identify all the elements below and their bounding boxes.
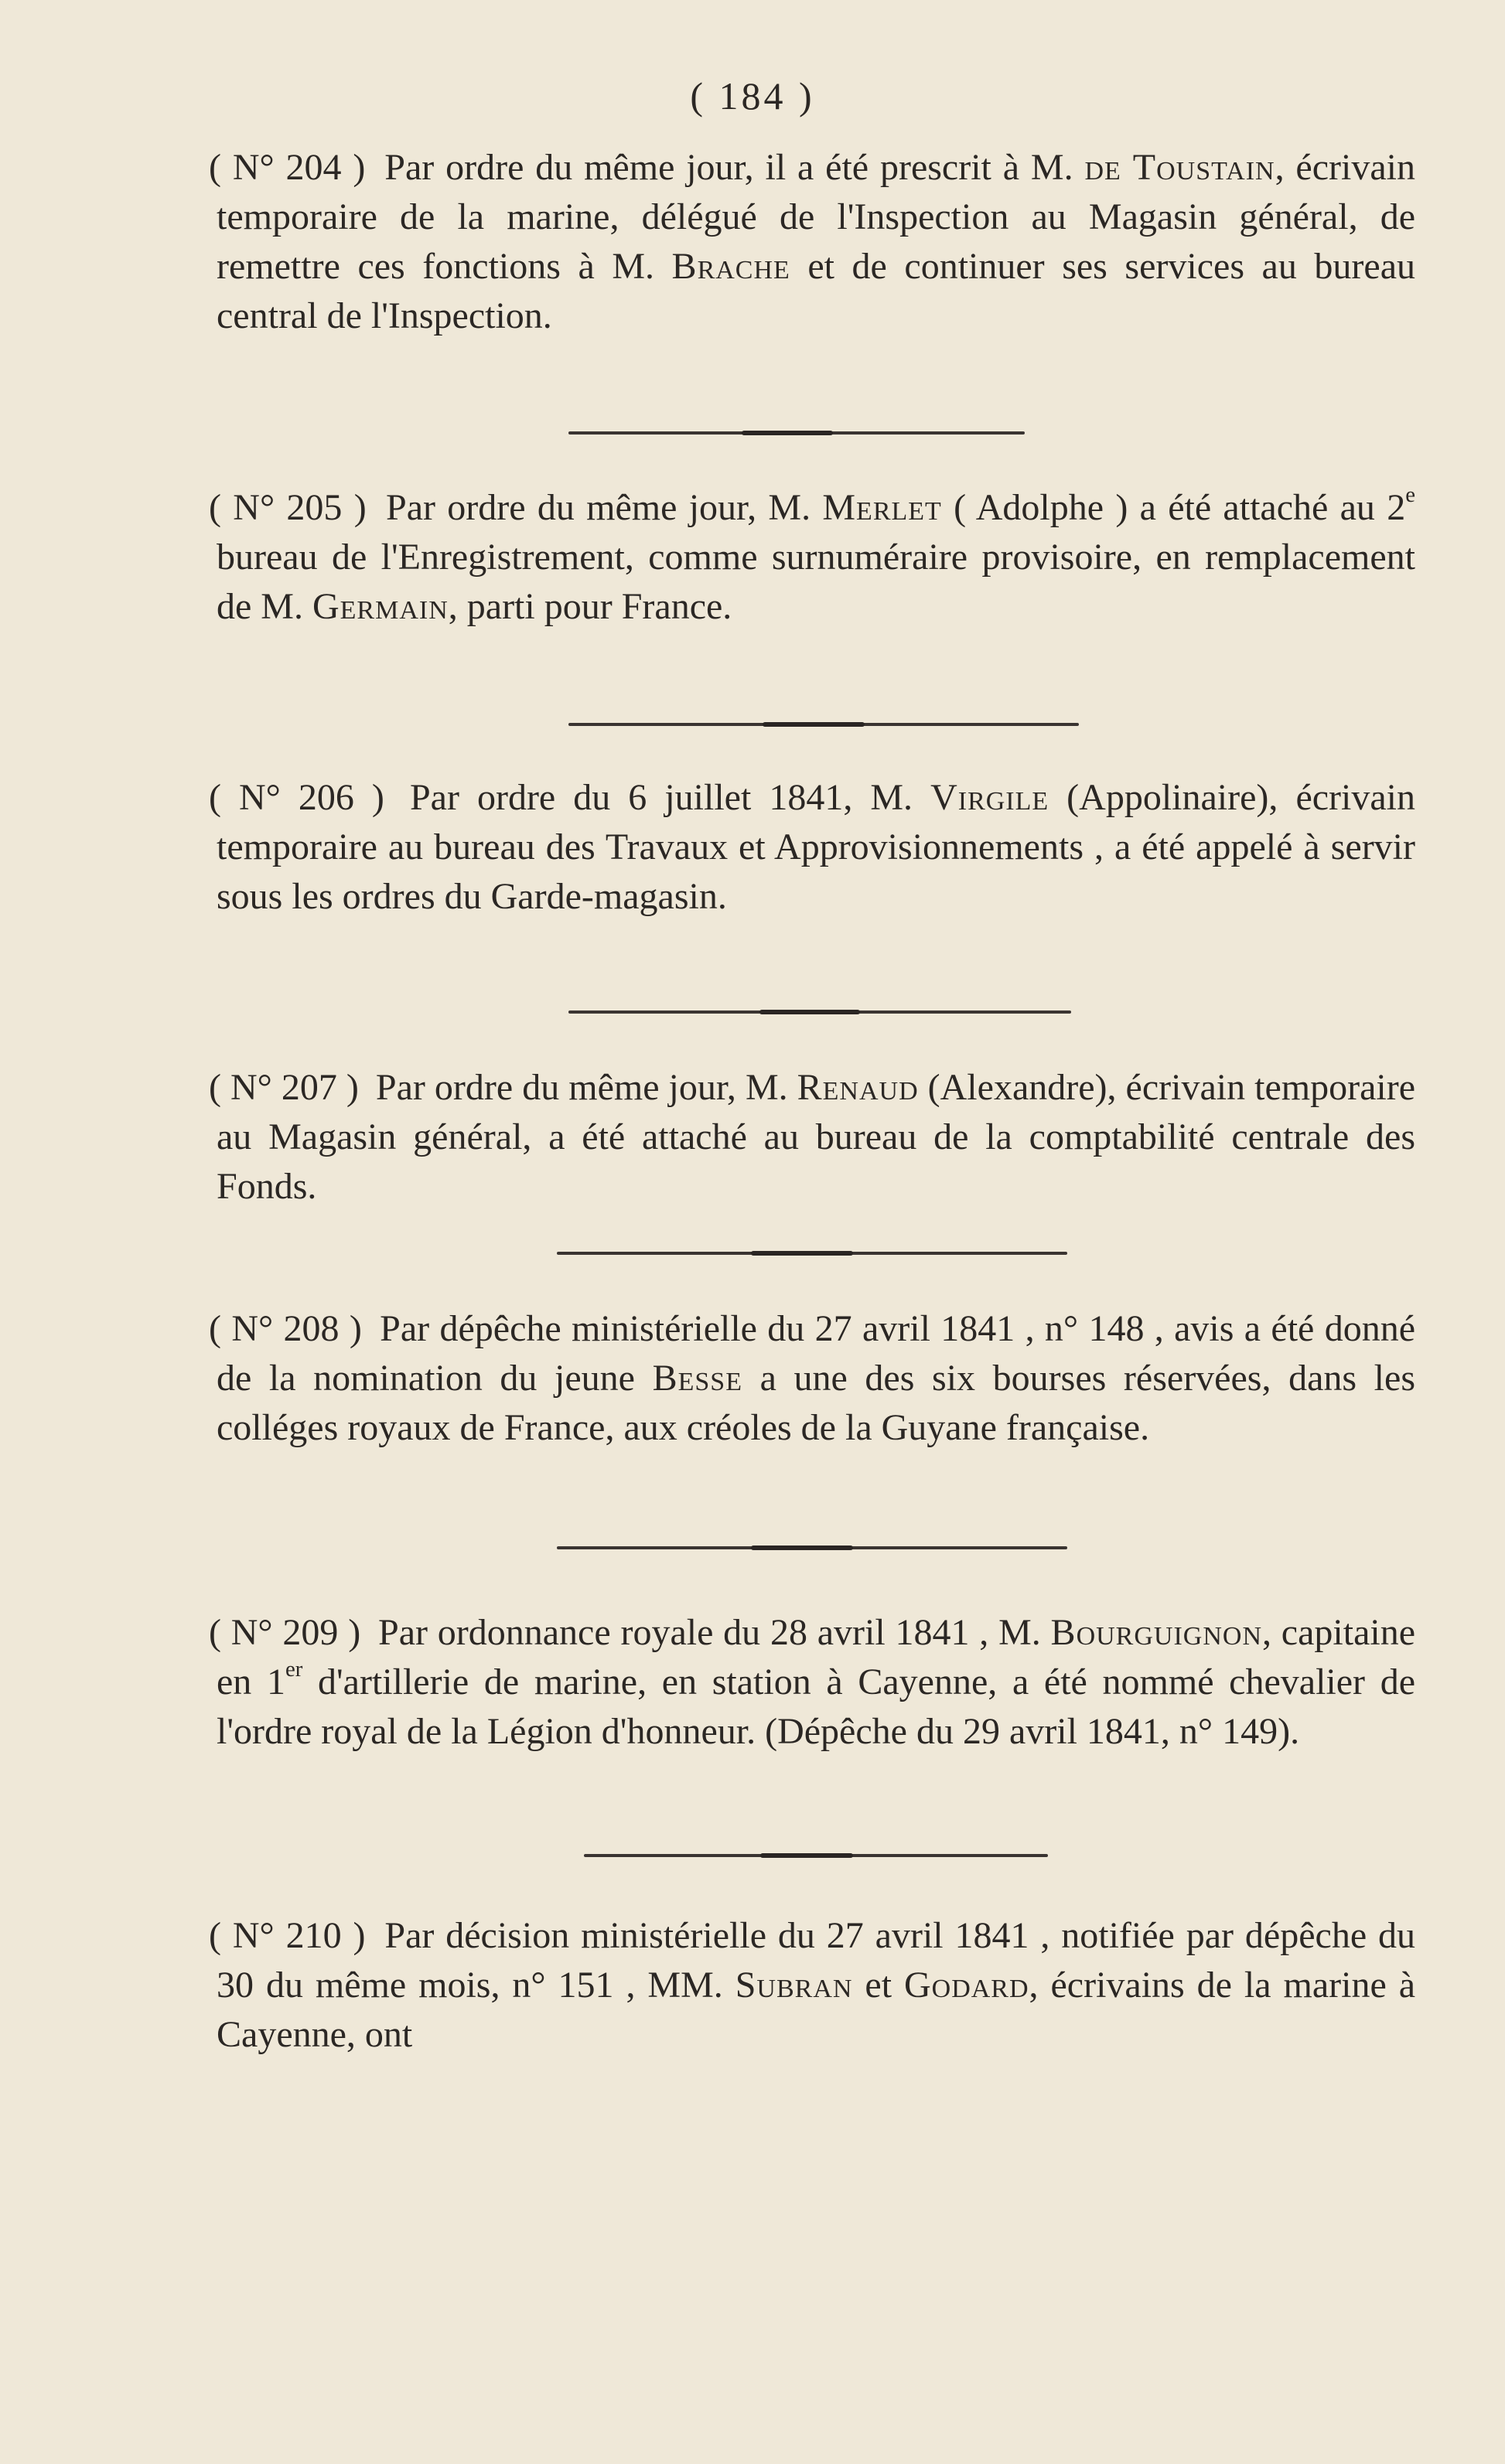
entry-text: Par ordre du même jour, M.	[375, 1067, 797, 1108]
person-name: de Toustain	[1084, 147, 1275, 188]
entry-206	[209, 773, 1416, 922]
entry-209	[209, 1608, 1416, 1757]
entry-text: (Alexandre), écrivain temporaire au Magasin général, a été attaché au bureau de la comptabilité centrale des Fonds.	[217, 1067, 1416, 1207]
separator-rule	[568, 723, 1079, 726]
person-name: Merlet	[822, 487, 942, 528]
person-name: Subran	[735, 1965, 853, 2006]
entry-text: ( Adolphe ) a été attaché au 2	[941, 487, 1406, 528]
entry-text: , capitaine en 1	[217, 1612, 1416, 1702]
ordinal-superscript: er	[285, 1656, 303, 1682]
entry-number: ( N° 207 )	[209, 1067, 359, 1108]
entry-number: ( N° 204 )	[209, 147, 366, 188]
person-name: Godard	[903, 1965, 1029, 2006]
entry-text: Par décision ministérielle du 27 avril 1841 , notifiée par dépêche du 30 du même mois, n° 151 , MM.	[217, 1915, 1416, 2006]
entry-207	[209, 1063, 1416, 1212]
entry-text: Par ordre du même jour, M.	[386, 487, 823, 528]
entry-text: Par dépêche ministérielle du 27 avril 1841 , n° 148 , avis a été donné de la nomination du jeune	[217, 1308, 1416, 1399]
entry-208	[209, 1304, 1416, 1453]
entry-number: ( N° 208 )	[209, 1308, 362, 1349]
entry-text: , écrivain temporaire de la marine, délégué de l'Inspection au Magasin général, de remettre ces fonctions à M.	[217, 147, 1416, 287]
separator-rule	[568, 431, 1025, 435]
entry-text: , écrivains de la marine à Cayenne, ont	[217, 1965, 1416, 2055]
person-name: Bourguignon	[1050, 1612, 1262, 1653]
person-name: Renaud	[797, 1067, 919, 1108]
separator-rule	[568, 1010, 1071, 1014]
entry-text: (Appolinaire), écrivain temporaire au bureau des Travaux et Approvisionnements , a été appelé à servir sous les ordres du Garde-magasin.	[217, 777, 1416, 917]
entry-text: Par ordonnance royale du 28 avril 1841 , M.	[378, 1612, 1051, 1653]
separator-rule	[557, 1252, 1067, 1255]
entry-text: et	[852, 1965, 904, 2006]
entry-number: ( N° 205 )	[209, 487, 367, 528]
entry-number: ( N° 210 )	[209, 1915, 366, 1956]
entry-text: et de continuer ses services au bureau central de l'Inspection.	[217, 246, 1415, 336]
entry-text: , parti pour France.	[448, 586, 732, 627]
entry-text: a une des six bourses réservées, dans les colléges royaux de France, aux créoles de la Guyane française.	[217, 1358, 1415, 1448]
entry-text: Par ordre du 6 juillet 1841, M.	[409, 777, 931, 818]
person-name: Germain	[312, 586, 449, 627]
entry-text: Par ordre du même jour, il a été prescrit à M.	[384, 147, 1085, 188]
person-name: Besse	[652, 1358, 742, 1399]
page-number: ( 184 )	[690, 74, 815, 118]
separator-rule	[584, 1854, 1048, 1857]
entry-number: ( N° 209 )	[209, 1612, 361, 1653]
person-name: Brache	[671, 246, 790, 287]
entry-number: ( N° 206 )	[209, 777, 384, 818]
entry-text: d'artillerie de marine, en station à Cayenne, a été nommé chevalier de l'ordre royal de la Légion d'honneur. (Dépêche du 29 avril 1841, n° 149).	[217, 1661, 1415, 1752]
separator-rule	[557, 1546, 1067, 1549]
entry-204	[209, 143, 1416, 341]
person-name: Virgile	[930, 777, 1049, 818]
entry-text: bureau de l'Enregistrement, comme surnuméraire provisoire, en remplacement de M.	[217, 537, 1415, 627]
entry-210	[209, 1911, 1416, 2060]
entry-205	[209, 482, 1416, 632]
ordinal-superscript: e	[1405, 482, 1416, 507]
